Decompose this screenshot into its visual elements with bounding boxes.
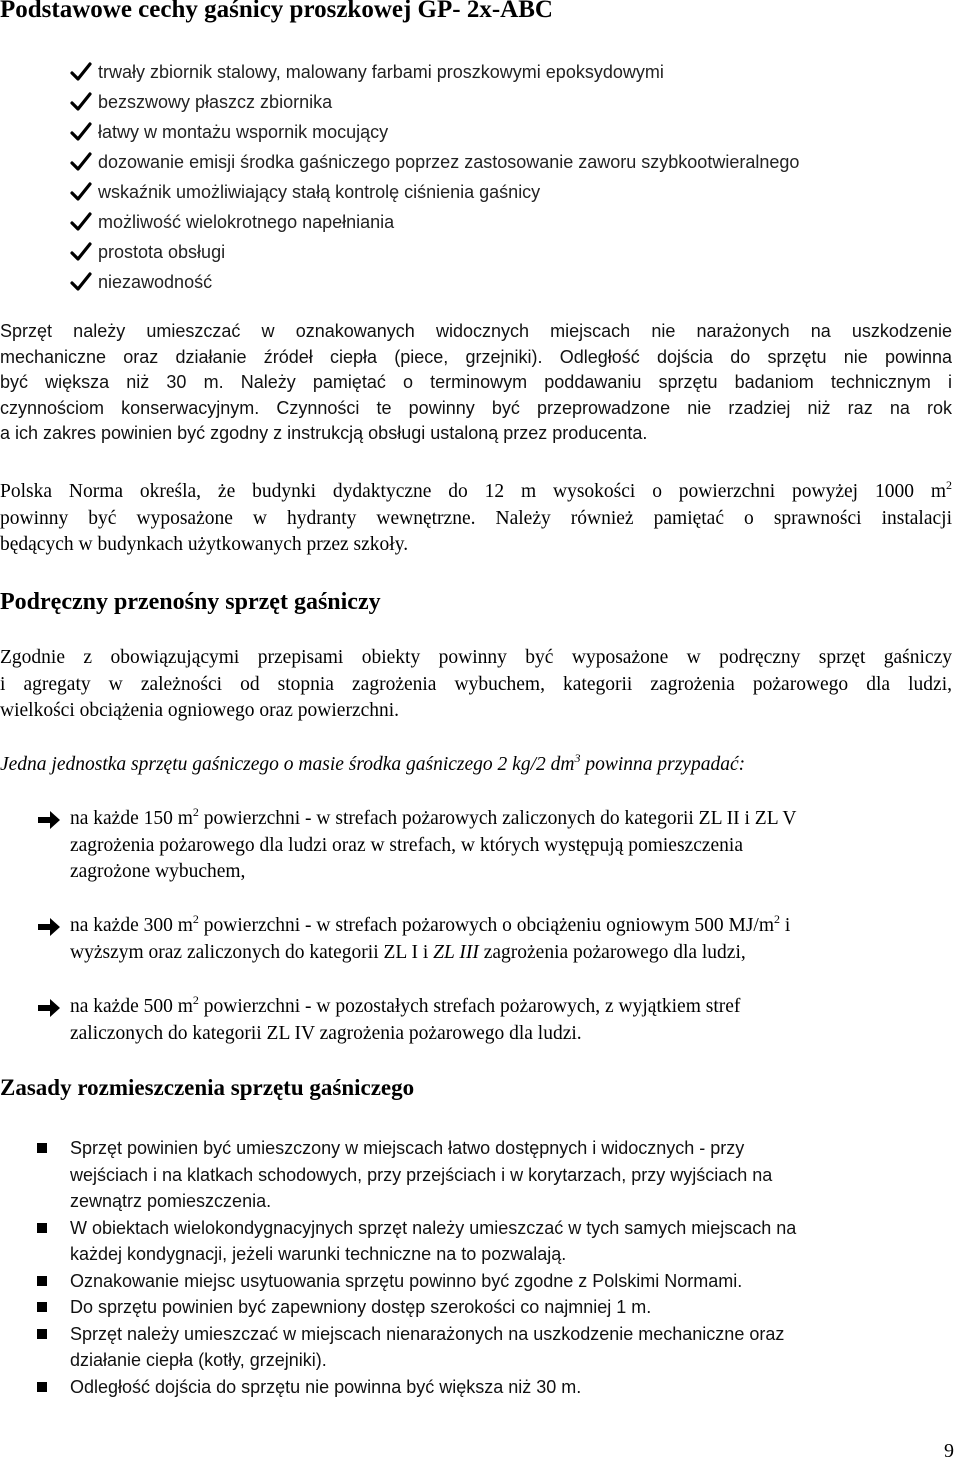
feature-text: łatwy w montażu wspornik mocujący: [98, 122, 389, 142]
checkmark-icon: [70, 121, 92, 143]
list-item: [70, 267, 799, 297]
list-item: [37, 1268, 957, 1295]
text-line: [70, 994, 952, 1021]
text-run: powierzchni - w strefach pożarowych zaliczonych do kategorii ZL II i ZL V: [198, 808, 797, 829]
text-line: zagrożone wybuchem,: [70, 861, 246, 882]
paragraph-regulations: [0, 645, 952, 725]
text-line: Sprzęt powinien być umieszczony w miejscach łatwo dostępnych i widocznych - przy: [70, 1138, 745, 1158]
arrow-list-item: [37, 913, 952, 966]
list-item: [70, 117, 799, 147]
text-run: powierzchni - w pozostałych strefach pożarowych, z wyjątkiem stref: [198, 996, 741, 1017]
list-item: [37, 1294, 957, 1321]
checkmark-icon: [70, 91, 92, 113]
text-line: Sprzęt należy umieszczać w oznakowanych widocznych miejscach nie narażonych na uszkodzenie: [0, 321, 952, 341]
superscript: 2: [946, 478, 952, 492]
square-bullet-icon: [37, 1223, 47, 1233]
text-run: zagrożenia pożarowego dla ludzi,: [478, 941, 746, 963]
list-item: [37, 1135, 957, 1215]
checkmark-icon: [70, 151, 92, 173]
superscript: 2: [774, 912, 781, 926]
feature-text: możliwość wielokrotnego napełniania: [98, 212, 395, 232]
feature-list: [70, 57, 799, 297]
square-bullet-icon: [37, 1143, 47, 1153]
text-line: wejściach i na klatkach schodowych, przy przejściach i w korytarzach, przy wyjściach na: [70, 1164, 773, 1185]
rules-list: [37, 1135, 957, 1400]
text-line: działanie ciepła (kotły, grzejniki).: [70, 1350, 327, 1370]
list-item: [37, 1215, 957, 1268]
section-heading: Zasady rozmieszczenia sprzętu gaśniczego: [0, 1075, 415, 1100]
text-line: [70, 913, 952, 940]
text-line: być większa niż 30 m. Należy pamiętać o terminowym poddawaniu sprzętu badaniom technicznym i: [0, 372, 952, 392]
square-bullet-icon: [37, 1302, 47, 1312]
list-item: [37, 1321, 957, 1374]
arrow-text: [70, 806, 952, 886]
text-run: powinna przypadać:: [580, 754, 746, 775]
italic-intro: [0, 751, 746, 776]
checkmark-icon: [70, 211, 92, 233]
text-line: Zgodnie z obowiązującymi przepisami obiekty powinny być wyposażone w podręczny sprzęt gaśniczy: [0, 647, 952, 668]
text-line: Odległość dojścia do sprzętu nie powinna być większa niż 30 m.: [70, 1376, 582, 1397]
checkmark-icon: [70, 61, 92, 83]
list-item: [70, 207, 799, 237]
text-line: a ich zakres powinien być zgodny z instrukcją obsługi ustaloną przez producenta.: [0, 423, 648, 443]
text-line: powinny być wyposażone w hydranty wewnętrzne. Należy również pamiętać o sprawności instalacji: [0, 507, 952, 529]
text-line: Oznakowanie miejsc usytuowania sprzętu powinno być zgodne z Polskimi Normami.: [70, 1270, 743, 1291]
right-arrow-icon: [37, 917, 61, 937]
text-line: mechaniczne oraz działanie źródeł ciepła (piece, grzejniki). Odległość dojścia do sprzętu nie powinna: [0, 346, 952, 367]
arrow-text: [70, 994, 952, 1047]
text-run: i: [780, 915, 791, 936]
text-run: Jedna jednostka sprzętu gaśniczego o masie środka gaśniczego 2 kg/2 dm: [0, 754, 575, 775]
text-line: będących w budynkach użytkowanych przez szkoły.: [0, 534, 409, 555]
checkmark-icon: [70, 181, 92, 203]
list-item: [70, 57, 799, 87]
superscript: 2: [192, 993, 199, 1007]
section-heading: Podręczny przenośny sprzęt gaśniczy: [0, 589, 381, 615]
feature-text: dozowanie emisji środka gaśniczego poprzez zastosowanie zaworu szybkootwieralnego: [98, 152, 800, 172]
paragraph-placement: [0, 319, 952, 447]
text-run: wyższym oraz zaliczonych do kategorii ZL I i: [70, 941, 434, 963]
arrow-list-item: [37, 994, 952, 1047]
italic-run: ZL III: [433, 941, 479, 963]
text-line: zewnątrz pomieszczenia.: [70, 1191, 272, 1211]
feature-text: trwały zbiornik stalowy, malowany farbami proszkowymi epoksydowymi: [98, 62, 664, 82]
square-bullet-icon: [37, 1382, 47, 1392]
list-item: [37, 1374, 957, 1401]
arrow-list-item: [37, 806, 952, 886]
feature-text: wskaźnik umożliwiający stałą kontrolę ciśnienia gaśnicy: [98, 182, 541, 202]
text-line: zagrożenia pożarowego dla ludzi oraz w strefach, w których występują pomieszczenia: [70, 834, 743, 856]
superscript: 2: [192, 805, 199, 819]
text-run: na każde 150 m: [70, 808, 193, 829]
text-line: i agregaty w zależności od stopnia zagrożenia wybuchem, kategorii zagrożenia pożarowego dla ludzi,: [0, 673, 952, 695]
superscript: 3: [574, 751, 581, 765]
text-line: W obiektach wielokondygnacyjnych sprzęt należy umieszczać w tych samych miejscach na: [70, 1217, 797, 1238]
text-line: [0, 479, 952, 506]
page-number: 9: [944, 1440, 954, 1462]
feature-text: bezszwowy płaszcz zbiornika: [98, 92, 333, 112]
checkmark-icon: [70, 241, 92, 263]
text-run: powierzchni - w strefach pożarowych o obciążeniu ogniowym 500 MJ/m: [198, 915, 775, 936]
text-run: Polska Norma określa, że budynki dydaktyczne do 12 m wysokości o powierzchni powyżej 1000 m: [0, 481, 946, 502]
feature-text: niezawodność: [98, 272, 213, 292]
list-item: [70, 147, 799, 177]
list-item: [70, 237, 799, 267]
text-line: czynnościom konserwacyjnym. Czynności te powinny być przeprowadzone nie rzadziej niż raz na rok: [0, 397, 952, 418]
feature-text: prostota obsługi: [98, 242, 226, 262]
square-bullet-icon: [37, 1276, 47, 1286]
list-item: [70, 87, 799, 117]
checkmark-icon: [70, 271, 92, 293]
arrow-text: [70, 913, 952, 966]
text-run: na każde 300 m: [70, 915, 193, 936]
right-arrow-icon: [37, 810, 61, 830]
text-line: Do sprzętu powinien być zapewniony dostęp szerokości co najmniej 1 m.: [70, 1297, 652, 1317]
text-run: na każde 500 m: [70, 996, 193, 1017]
text-line: [70, 940, 952, 967]
text-line: wielkości obciążenia ogniowego oraz powierzchni.: [0, 700, 400, 721]
superscript: 2: [192, 912, 199, 926]
text-line: każdej kondygnacji, jeżeli warunki techniczne na to pozwalają.: [70, 1244, 567, 1264]
square-bullet-icon: [37, 1329, 47, 1339]
text-line: [70, 806, 952, 833]
list-item: [70, 177, 799, 207]
paragraph-norm: [0, 479, 952, 559]
text-line: zaliczonych do kategorii ZL IV zagrożenia pożarowego dla ludzi.: [70, 1022, 582, 1044]
section-heading: Podstawowe cechy gaśnicy proszkowej GP- 2x-ABC: [0, 0, 553, 23]
right-arrow-icon: [37, 998, 61, 1018]
text-line: Sprzęt należy umieszczać w miejscach nienarażonych na uszkodzenie mechaniczne oraz: [70, 1323, 785, 1344]
